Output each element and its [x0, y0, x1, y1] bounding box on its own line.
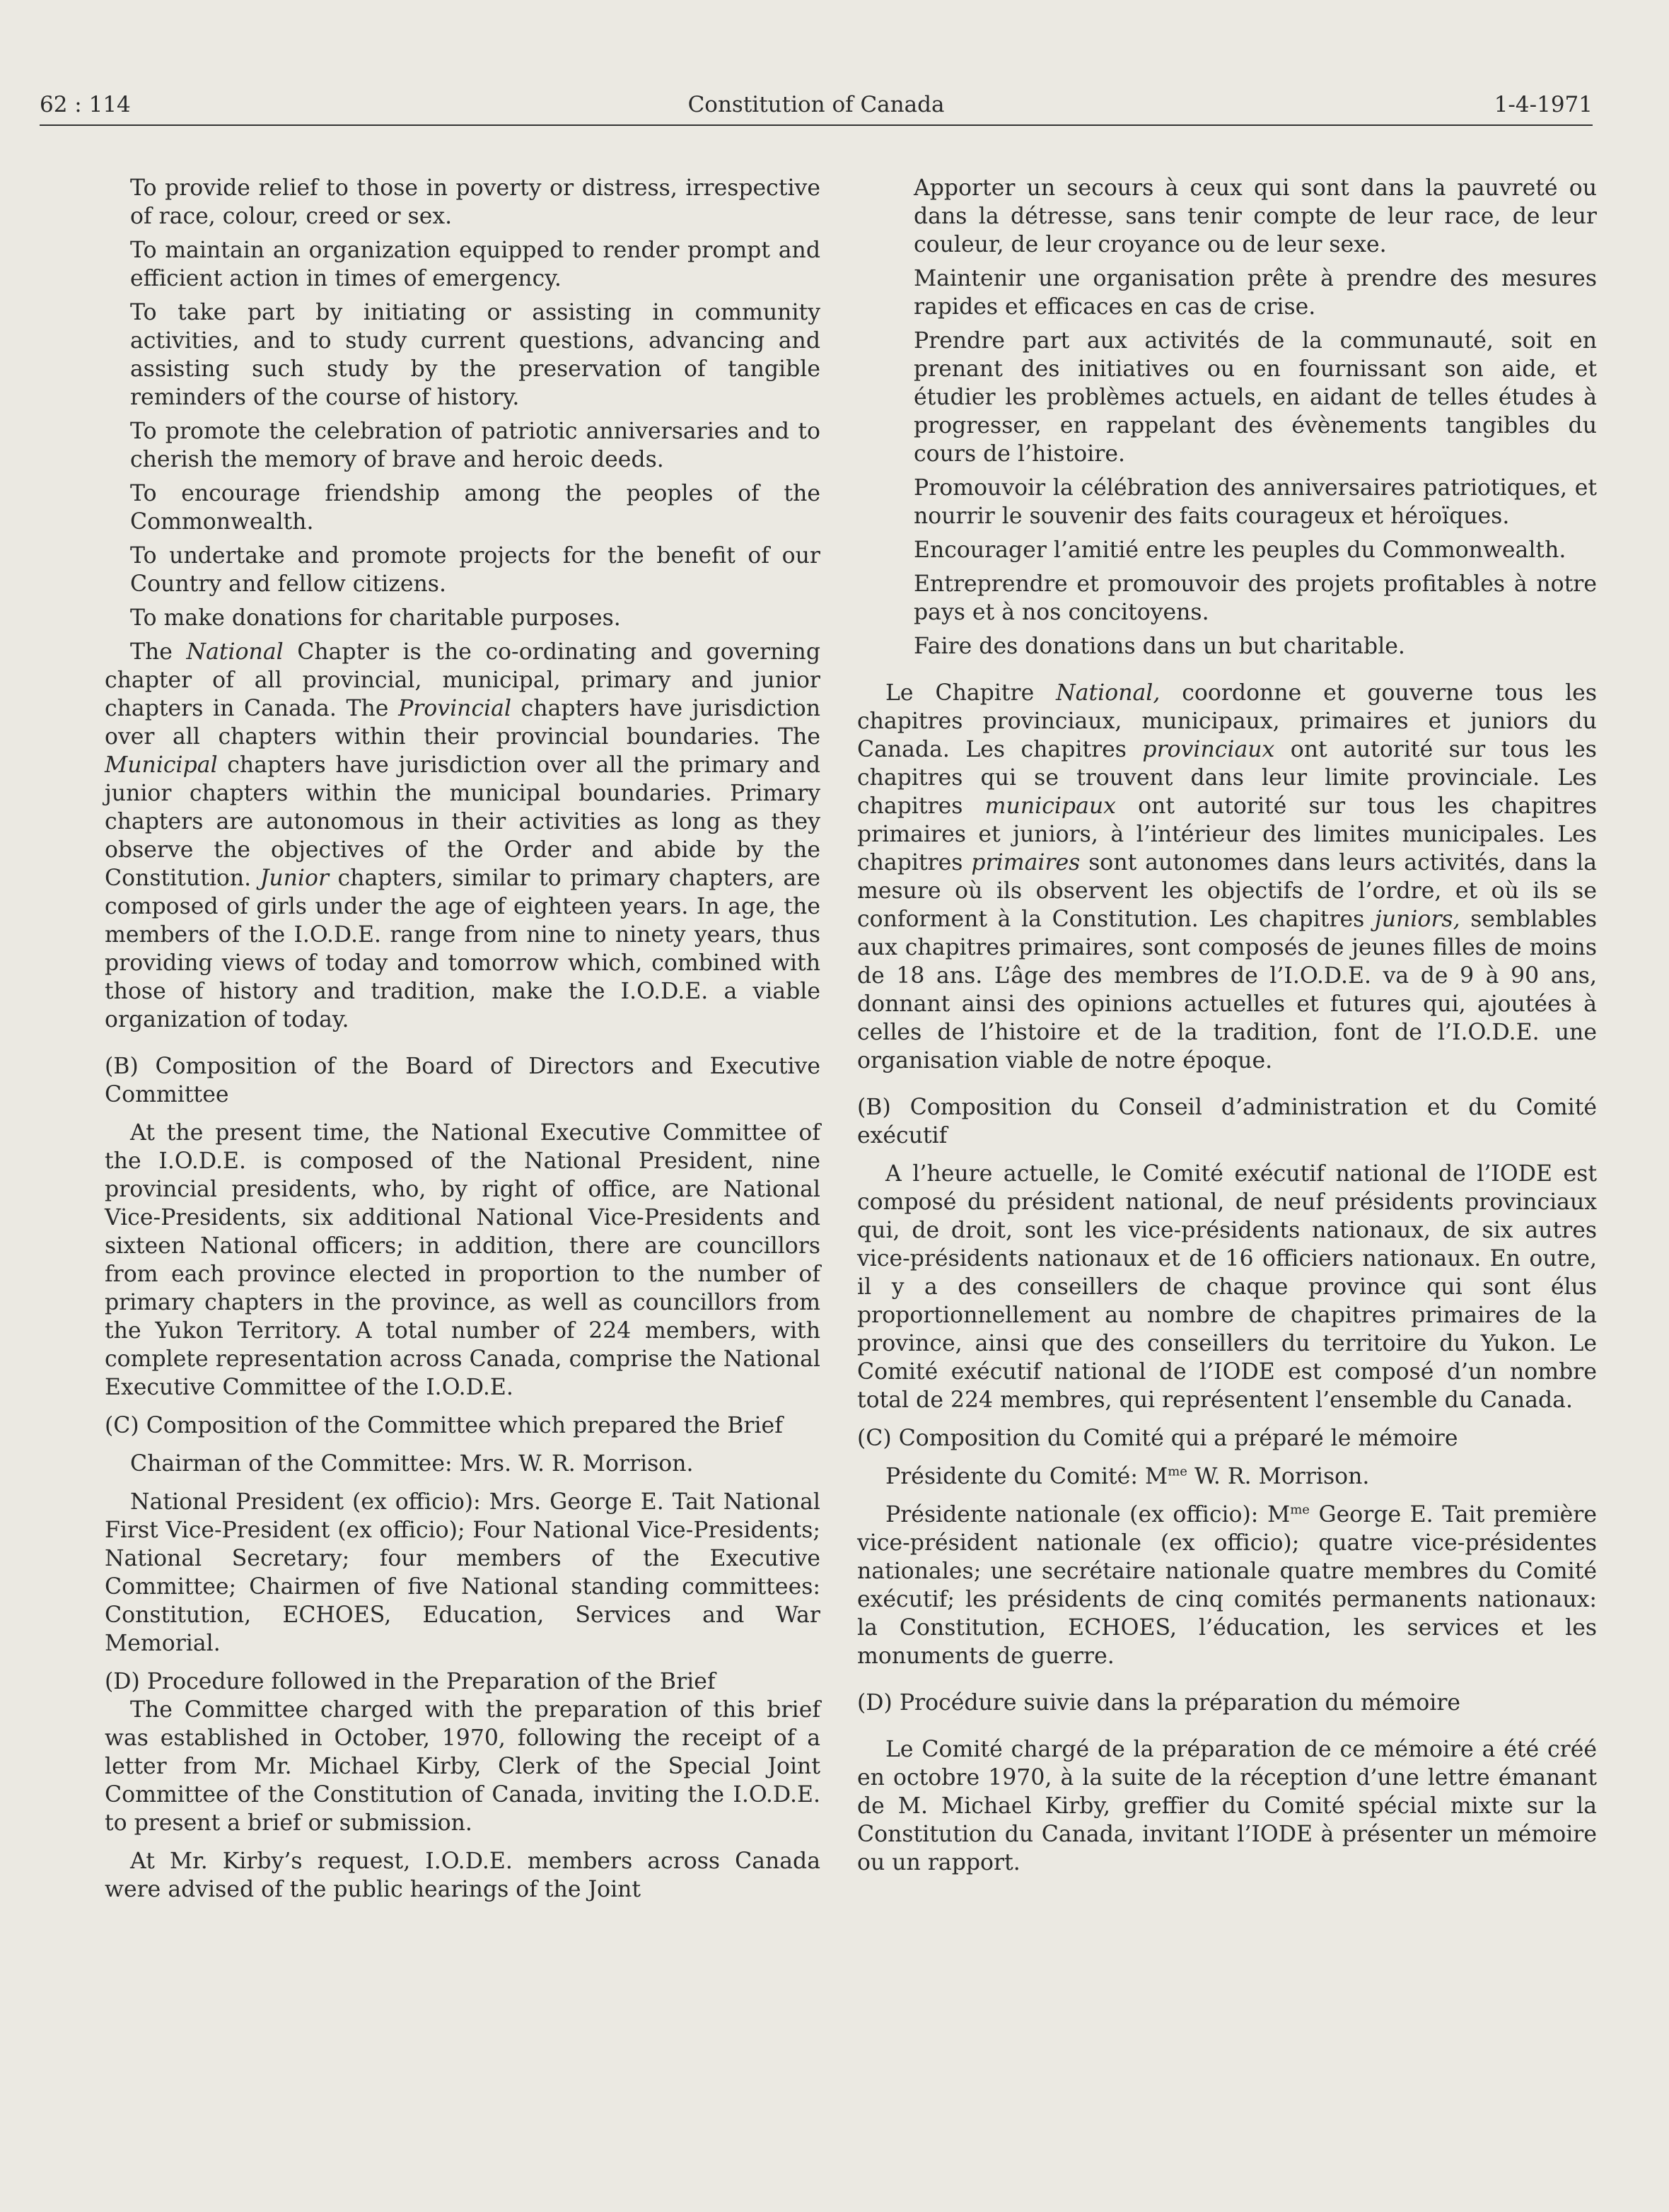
- objective-item: To provide relief to those in poverty or distress, irrespective of race, colour, creed or sex.: [130, 175, 820, 229]
- section-c-chairman-fr: Présidente du Comité: $M^{me}$ W. R. Morrison.: [885, 1464, 1370, 1489]
- header-rule: [40, 124, 1593, 126]
- objective-item: To maintain an organization equipped to render prompt and efficient action in times of emergency.: [130, 238, 820, 291]
- header-date: 1-4-1971: [1494, 92, 1593, 117]
- english-column: [105, 174, 820, 1904]
- chapters-paragraph-fr: Le Chapitre National, coordonne et gouverne tous les chapitres provinciaux, municipaux, primaires et juniors du Canada. Les chapitres provinciaux ont autorité sur tous les chapitres qui se trouvent dans leur limite provinciale. Les chapitres municipaux ont autorité sur tous les chapitres primaires et juniors, à l’intérieur des limites municipales. Les chapitres primaires sont autonomes dans leurs activités, dans la mesure où ils observent les objectifs de l’ordre, et où ils se conforment à la Constitution. Les chapitres juniors, semblables aux chapitres primaires, sont composés de jeunes filles de moins de 18 ans. L’âge des membres de l’I.O.D.E. va de 9 à 90 ans, donnant ainsi des opinions actuelles et futures qui, ajoutées à celles de l’histoire et de la tradition, font de l’I.O.D.E. une organisation viable de notre époque.: [857, 680, 1598, 1073]
- section-c-members-fr: Présidente nationale (ex officio): $M^{me}$ George E. Tait première vice-président nationale (ex officio); quatre vice-présidentes nationales; une secrétaire nationale quatre membres du Comité exécutif; les présidents de cinq comités permanents nationaux: la Constitution, ECHOES, l’éducation, les services et les monuments de guerre.: [857, 1502, 1598, 1669]
- section-c-members: National President (ex officio): Mrs. George E. Tait National First Vice-President (ex officio); Four National Vice-Presidents; National Secretary; four members of the Executive Committee; Chairmen of five National standing committees: Constitution, ECHOES, Education, Services and War Memorial.: [105, 1489, 820, 1656]
- section-c-heading: (C) Composition of the Committee which prepared the Brief: [105, 1413, 783, 1438]
- section-d-text-continued: At Mr. Kirby’s request, I.O.D.E. members across Canada were advised of the public hearings of the Joint: [105, 1849, 820, 1902]
- objective-item: To promote the celebration of patriotic anniversaries and to cherish the memory of brave and heroic deeds.: [130, 419, 820, 472]
- section-d-heading: (D) Procedure followed in the Preparation of the Brief: [105, 1669, 716, 1694]
- objective-item-fr: Encourager l’amitié entre les peuples du Commonwealth.: [914, 537, 1566, 563]
- section-b-heading: (B) Composition of the Board of Directors and Executive Committee: [105, 1054, 820, 1107]
- section-c-heading-fr: (C) Composition du Comité qui a préparé le mémoire: [857, 1426, 1458, 1451]
- page-header: [40, 89, 1593, 126]
- section-d-text: The Committee charged with the preparation of this brief was established in October, 1970, following the receipt of a letter from Mr. Michael Kirby, Clerk of the Special Joint Committee of the Constitution of Canada, inviting the I.O.D.E. to present a brief or submission.: [105, 1697, 820, 1836]
- objective-item-fr: Promouvoir la célébration des anniversaires patriotiques, et nourrir le souvenir des faits courageux et héroïques.: [914, 475, 1597, 529]
- objective-item: To make donations for charitable purposes.: [130, 605, 621, 631]
- objective-item: To undertake and promote projects for the benefit of our Country and fellow citizens.: [130, 543, 820, 597]
- objective-item-fr: Maintenir une organisation prête à prendre des mesures rapides et efficaces en cas de crise.: [914, 266, 1597, 320]
- section-b-heading-fr: (B) Composition du Conseil d’administration et du Comité exécutif: [857, 1095, 1597, 1148]
- objective-item-fr: Entreprendre et promouvoir des projets profitables à notre pays et à nos concitoyens.: [914, 571, 1597, 625]
- section-c-chairman: Chairman of the Committee: Mrs. W. R. Morrison.: [130, 1451, 694, 1477]
- running-title: Constitution of Canada: [687, 92, 945, 117]
- objective-item-fr: Apporter un secours à ceux qui sont dans la pauvreté ou dans la détresse, sans tenir compte de leur race, de leur couleur, de leur croyance ou de leur sexe.: [914, 175, 1597, 257]
- french-column: [857, 174, 1597, 1877]
- chapters-paragraph: The National Chapter is the co-ordinating and governing chapter of all provincial, municipal, primary and junior chapters in Canada. The Provincial chapters have jurisdiction over all chapters within their provincial boundaries. The Municipal chapters have jurisdiction over all the primary and junior chapters within the municipal boundaries. Primary chapters are autonomous in their activities as long as they observe the objectives of the Order and abide by the Constitution. Junior chapters, similar to primary chapters, are composed of girls under the age of eighteen years. In age, the members of the I.O.D.E. range from nine to ninety years, thus providing views of today and tomorrow which, combined with those of history and tradition, make the I.O.D.E. a viable organization of today.: [105, 639, 820, 1032]
- section-b-text-fr: A l’heure actuelle, le Comité exécutif national de l’IODE est composé du président national, de neuf présidents provinciaux qui, de droit, sont les vice-présidents nationaux, de six autres vice-présidents nationaux et de 16 officiers nationaux. En outre, il y a des conseillers de chaque province qui sont élus proportionnellement au nombre de chapitres primaires de la province, ainsi que des conseillers du territoire du Yukon. Le Comité exécutif national de l’IODE est composé d’un nombre total de 224 membres, qui représentent l’ensemble du Canada.: [857, 1161, 1597, 1413]
- objective-item: To encourage friendship among the peoples of the Commonwealth.: [130, 481, 820, 535]
- objectives-list: [105, 174, 820, 632]
- section-b-text: At the present time, the National Executive Committee of the I.O.D.E. is composed of the National President, nine provincial presidents, who, by right of office, are National Vice-Presidents, six additional National Vice-Presidents and sixteen National officers; in addition, there are councillors from each province elected in proportion to the number of primary chapters in the province, as well as councillors from the Yukon Territory. A total number of 224 members, with complete representation across Canada, comprise the National Executive Committee of the I.O.D.E.: [105, 1120, 820, 1400]
- objective-item-fr: Faire des donations dans un but charitable.: [914, 634, 1405, 659]
- section-d-heading-fr: (D) Procédure suivie dans la préparation du mémoire: [857, 1690, 1461, 1716]
- objective-item: To take part by initiating or assisting in community activities, and to study current questions, advancing and assisting such study by the preservation of tangible reminders of the course of history.: [130, 300, 820, 410]
- section-d-text-fr: Le Comité chargé de la préparation de ce mémoire a été créé en octobre 1970, à la suite de la réception d’une lettre émanant de M. Michael Kirby, greffier du Comité spécial mixte sur la Constitution du Canada, invitant l’IODE à présenter un mémoire ou un rapport.: [857, 1737, 1597, 1875]
- objectives-list-fr: [857, 174, 1597, 660]
- objective-item-fr: Prendre part aux activités de la communauté, soit en prenant des initiatives ou en fournissant son aide, et étudier les problèmes actuels, en aidant de telles études à progresser, en rappelant des évènements tangibles du cours de l’histoire.: [914, 328, 1597, 467]
- page-number: 62 : 114: [40, 92, 131, 117]
